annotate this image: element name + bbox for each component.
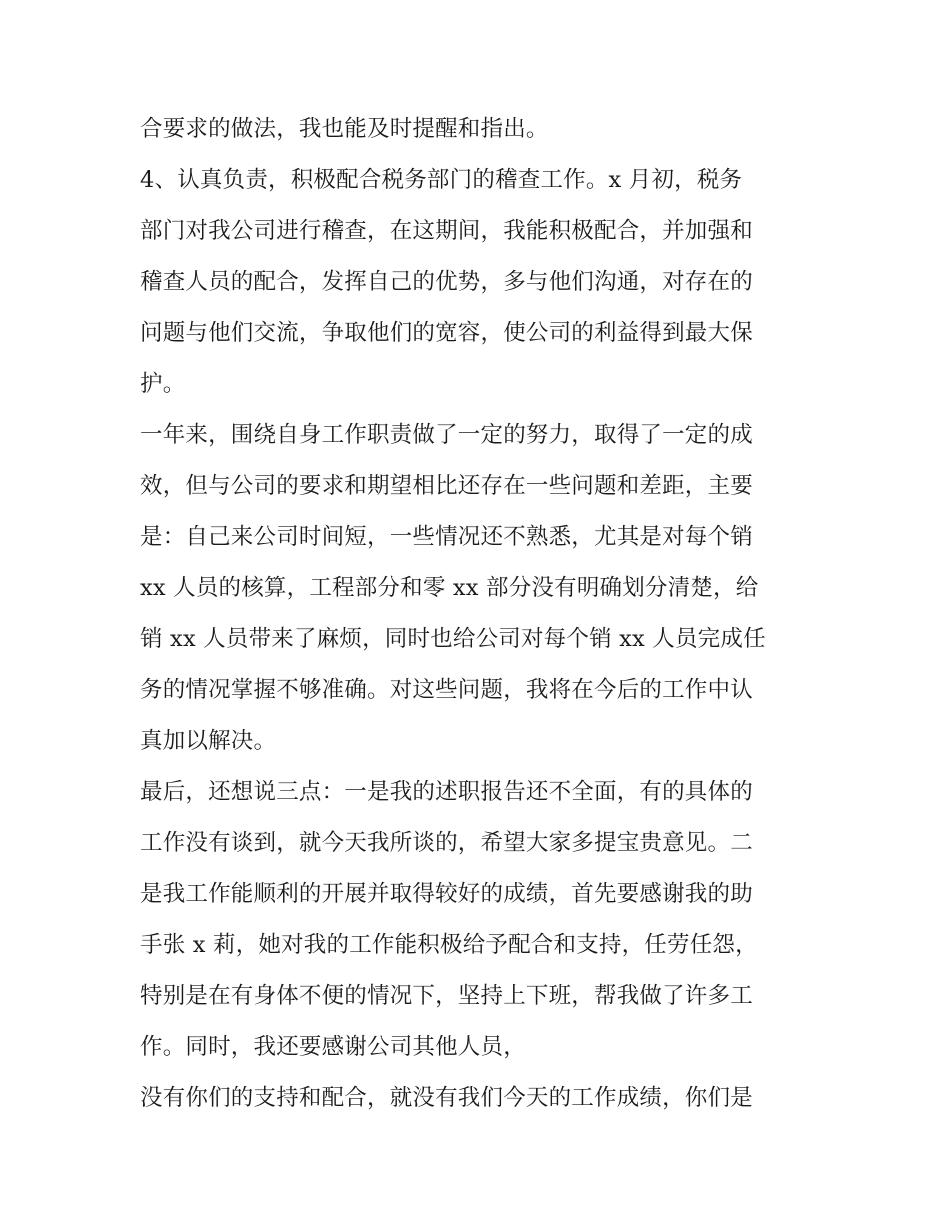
text-line: 最后，还想说三点：一是我的述职报告还不全面，有的具体的 [140, 779, 753, 805]
text-line: 是：自己来公司时间短，一些情况还不熟悉，尤其是对每个销 [140, 524, 753, 550]
text-line: 务的情况掌握不够准确。对这些问题，我将在今后的工作中认 [140, 677, 753, 703]
text-line: 一年来，围绕自身工作职责做了一定的努力，取得了一定的成 [140, 422, 753, 448]
text-line: 4、认真负责，积极配合税务部门的稽查工作。x 月初，税务 [140, 167, 743, 193]
text-line: 稽查人员的配合，发挥自己的优势，多与他们沟通，对存在的 [140, 269, 753, 295]
text-line: 没有你们的支持和配合，就没有我们今天的工作成绩，你们是 [140, 1085, 753, 1111]
text-line: 销 xx 人员带来了麻烦，同时也给公司对每个销 xx 人员完成任 [140, 626, 766, 652]
text-line: 是我工作能顺利的开展并取得较好的成绩，首先要感谢我的助 [140, 881, 753, 907]
text-line: 工作没有谈到，就今天我所谈的，希望大家多提宝贵意见。二 [140, 830, 753, 856]
text-line: 特别是在有身体不便的情况下，坚持上下班，帮我做了许多工 [140, 983, 753, 1009]
document-body [140, 104, 816, 1124]
text-line: xx 人员的核算，工程部分和零 xx 部分没有明确划分清楚，给 [140, 575, 759, 601]
text-line: 护。 [140, 371, 186, 397]
text-line: 真加以解决。 [140, 728, 277, 754]
text-line: 手张 x 莉，她对我的工作能积极给予配合和支持，任劳任怨， [140, 932, 758, 958]
text-line: 作。同时，我还要感谢公司其他人员， [140, 1034, 526, 1060]
text-line: 合要求的做法，我也能及时提醒和指出。 [140, 116, 549, 142]
text-line: 效，但与公司的要求和期望相比还存在一些问题和差距，主要 [140, 473, 753, 499]
text-line: 问题与他们交流，争取他们的宽容，使公司的利益得到最大保 [140, 320, 753, 346]
text-line: 部门对我公司进行稽查，在这期间，我能积极配合，并加强和 [140, 218, 753, 244]
